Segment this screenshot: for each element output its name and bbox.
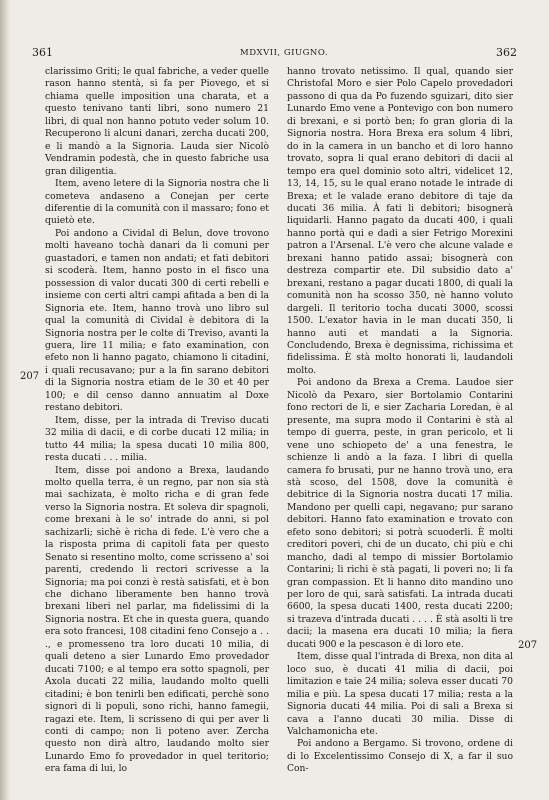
paragraph: Item, aveno letere di la Signoria nostra che li cometeva andaseno a Conejan per certe diferentie di la comunità con il massaro; fono et quietò ete. bbox=[45, 178, 269, 227]
paragraph: hanno trovato netissimo. Il qual, quando sier Christofal Moro e sier Polo Capelo provedadori passono di qua da Po fuzendo sguizari, dito sier Lunardo Emo vene a Pontevigo con bon numero di brexani, e si portò ben; fo gran gloria di la Signoria nostra. Hora Brexa era solum 4 libri, do in la camera in un bancho et di loro hanno trovato, sopra li qual erano debitori di dacii al tempo era quel dominio soto altri, videlicet 12, 13, 14, 15, su le qual erano notade le intrade di Brexa; et le valade erano debitore di taje da ducati 36 milia. À fati li debitori; bisognerà liquidarli. Hanno pagato da ducati 400, i quali hanno portà qui e dadi a sier Fetrigo Morexini patron a l'Arsenal. L'è vero che alcune valade e brexani hanno patido assai; bisognerà con destreza compartir ete. Dil subsidio dato a' brexani, restano a pagar ducati 1800, di quali la comunità non ha scosso 350, nè hanno voluto dargeli. Il teritorio tocha ducati 3000, scossi 1500. L'exator havia in le man ducati 350, li hanno auti et mandati a la Signoria. Concludendo, Brexa è degnissima, richissima et fidelissima. È stà molto honorati li, laudandoli molto. bbox=[287, 66, 513, 376]
paragraph: Poi andono a Bergamo. Si trovono, ordene di di lo Excelentissimo Consejo di X, a far il suo Con- bbox=[287, 738, 513, 775]
left-column bbox=[45, 66, 269, 776]
margin-number-left: 207 bbox=[20, 371, 40, 382]
paragraph: Poi andono a Cividal di Belun, dove trovono molti haveano tochà danari da li comuni per guastadori, e tamen non andati; et fati debitori si scoderà. Item, hanno posto in el fisco una possession di valor ducati 300 di certi rebelli e insieme con certi altri campi afitada a ben di la Signoria ete. Item, hanno trovà uno libro sul qual la comunità di Cividal è debitora di la Signoria nostra per le colte di Treviso, avanti la guera, lire 11 milia; e fato examination, con efeto non li hanno pagato, chiamono li citadini, i quali recusavano; pur a la fin sarano debitori di la Signoria nostra etiam de le 30 et 40 per 100; e dil censo danno annuatim al Doxe restano debitori. bbox=[45, 227, 269, 414]
page-header bbox=[30, 46, 519, 62]
paragraph: Item, disse qual l'intrada di Brexa, non dita al loco suo, è ducati 41 milia di dacii, poi limitazion e taie 24 milia; soleva esser ducati 70 milia e più. La spesa ducati 17 milia; resta a la Signoria ducati 44 milia. Poi di sali a Brexa si cava a l'anno ducati 30 milia. Disse di Valchamonicha ete. bbox=[287, 651, 513, 738]
page-number-right: 362 bbox=[496, 46, 517, 59]
page-spine-shadow bbox=[0, 0, 10, 800]
page-number-left: 361 bbox=[32, 46, 53, 59]
running-title: MDXVII, GIUGNO. bbox=[240, 48, 329, 58]
paragraph: Poi andono da Brexa a Crema. Laudoe sier Nicolò da Pexaro, sier Bortolamio Contarini fono rectori de li, e sier Zacharia Loredan, è al presente, ma supra modo il Contarini è stà al tempo di guerra, peste, in gran pericolo, et li vene uno schiopeto de' a una fenestra, le schienze li andò a la faza. I libri di quella camera fo brusati, pur ne hanno trovà uno, era stà scoso, del 1508, dove la comunità è debitrice di la Signoria nostra ducati 17 milia. Mandono per quelli capi, negavano; pur sarano debitori. Hanno fato examination e trovato con efeto sono debitori; si potrà scuoderli. È molti creditori poveri, chi de un ducato, chi più e chi mancho, dadi al tempo di missier Bortolamio Contarini; li richi è stà pagati, li poveri no; li fa gran compassion. Et li hanno dito mandino uno per loro de qui, sarà satisfati. La intrada ducati 6600, la spesa ducati 1400, resta ducati 2200; si trazeva d'intrada ducati . . . . È stà asolti li tre dacii; la masena era ducati 10 milia; la fiera ducati 900 e la pescason è di loro ete. bbox=[287, 377, 513, 650]
paragraph: clarissimo Griti; le qual fabriche, a veder quelle rason hanno stentà, si fa per Piovego, et si chiama quelle imposition una charata, et a questo tenivano tanti libri, sono numero 21 libri, di qual non hanno potuto veder solum 10. Recuperono li alcuni danari, zercha ducati 200, e li mandò a la Signoria. Lauda sier Nicolò Vendramin podestà, che in questo fabriche usa gran diligentia. bbox=[45, 66, 269, 177]
right-column bbox=[287, 66, 513, 776]
paragraph: Item, disse poi andono a Brexa, laudando molto quella terra, è un regno, par non sia stà mai sachizata, è molto richa e di gran fede verso la Signoria nostra. Et soleva dir spagnoli, come brexani à le so' intrade do anni, si pol sachizarli; sichè è richa di fede. L'è vero che a la risposta prima di capitoli fata per questo Senato si resentino molto, come scrisseno a' soi parenti, credendo li rectori scrivesse a la Signoria; ma poi conzi è restà satisfati, et è bon che dichano liberamente ben hanno trovà brexani liberi nel parlar, ma fidelissimi di la Signoria nostra. Et che in questa guera, quando era soto francesi, 108 citadini feno Consejo a . . ., e promesseno tra loro ducati 10 milia, di quali deteno a sier Lunardo Emo provedador ducati 7100; e al tempo era sotto spagnoli, per Axola ducati 22 milia, laudando molto quelli citadini; è bon tenirli ben edificati, perchè sono signori di li populi, sono richi, hanno famegii, ragazi ete. Item, li scrisseno di qui per aver li conti di campo; non li poteno aver. Zercha questo non dirà altro, laudando molto sier Lunardo Emo fo provedador in quel teritorio; era fama di lui, lo bbox=[45, 464, 269, 775]
paragraph: Item, disse, per la intrada di Treviso ducati 32 milia di dacii, e di corbe ducati 12 milia; in tutto 44 milia; la spesa ducati 10 milia 800, resta ducati . . . milia. bbox=[45, 414, 269, 464]
margin-number-right: 207 bbox=[518, 640, 538, 651]
